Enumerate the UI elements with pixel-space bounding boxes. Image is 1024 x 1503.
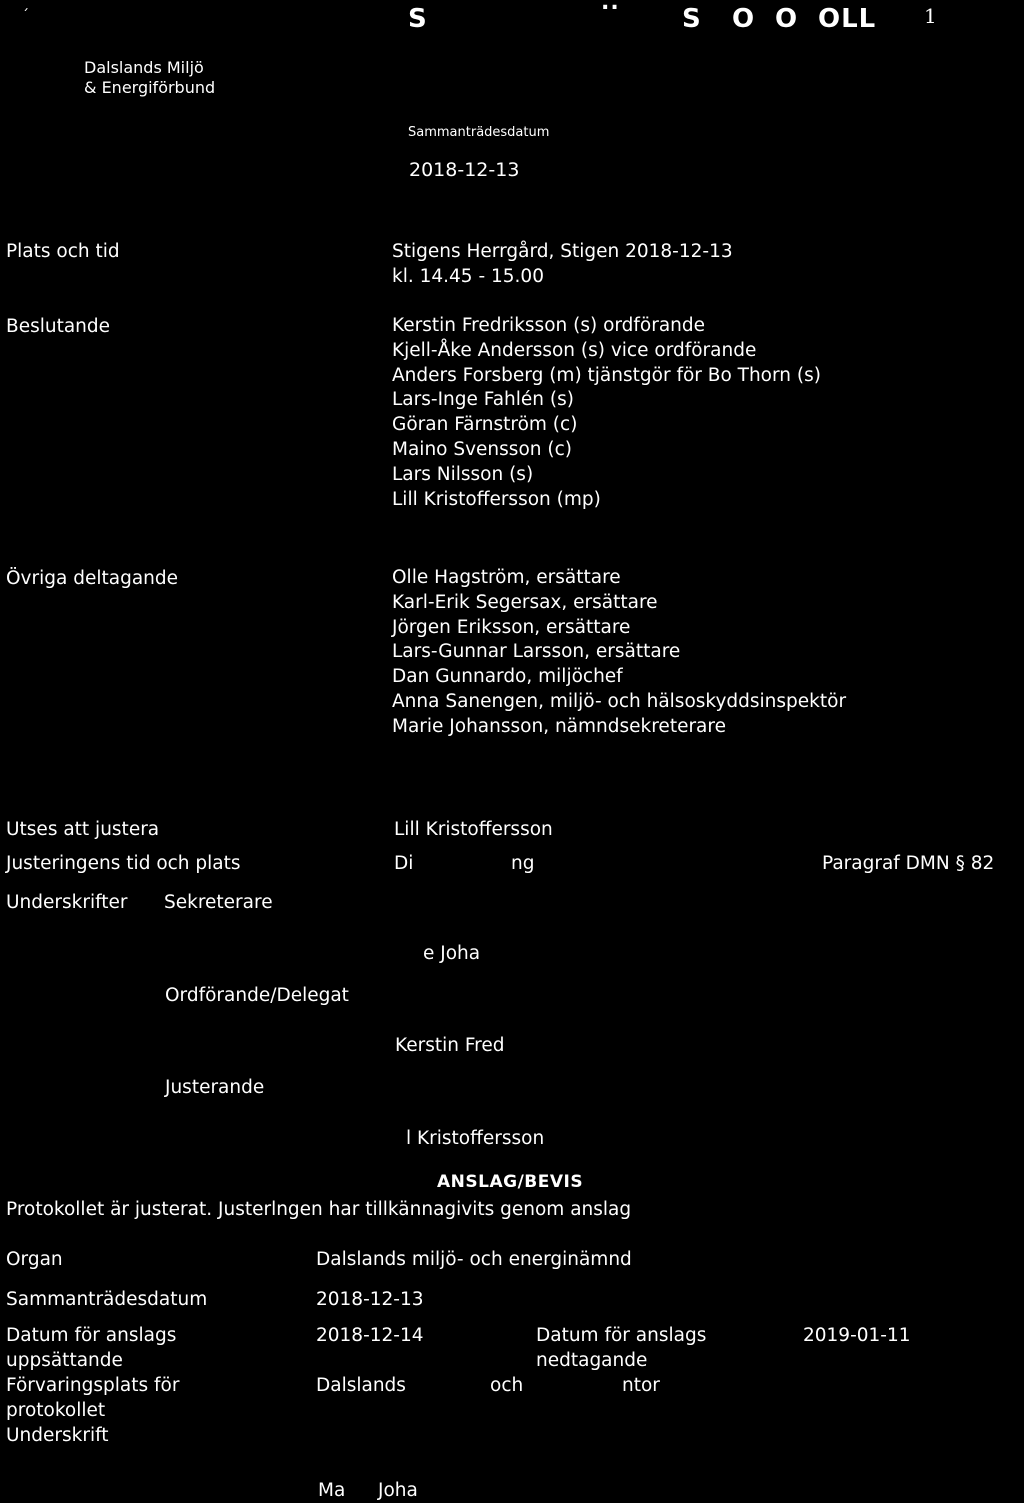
list-item: Lill Kristoffersson (mp)	[392, 488, 601, 510]
posted-date-value: 2018-12-14	[316, 1325, 424, 1346]
protocol-heading-o1: O	[732, 4, 756, 34]
signature-label: Underskrift	[6, 1425, 109, 1446]
place-value-line2: kl. 14.45 - 15.00	[392, 266, 544, 287]
adjuster-name: l Kristoffersson	[406, 1128, 545, 1149]
chair-name: Kerstin Fred	[395, 1035, 505, 1056]
list-item: Anna Sanengen, miljö- och hälsoskyddsinspektör	[392, 690, 847, 712]
protocol-heading-s1: S	[408, 4, 428, 34]
removed-date-value: 2019-01-11	[803, 1325, 911, 1346]
storage-label-line1: Förvaringsplats för	[6, 1375, 180, 1396]
appointed-adjuster-label: Utses att justera	[6, 819, 160, 840]
posted-date-label-line2: uppsättande	[6, 1350, 123, 1371]
meeting-date-value: 2018-12-13	[409, 159, 520, 181]
notice-title: ANSLAG/BEVIS	[437, 1172, 584, 1192]
storage-value-c: ntor	[622, 1375, 660, 1396]
protocol-heading-oll: OLL	[818, 4, 877, 34]
organization-name-line1: Dalslands Miljö	[84, 58, 204, 77]
notice-date-value: 2018-12-13	[316, 1289, 424, 1310]
storage-label-line2: protokollet	[6, 1400, 106, 1421]
adjustment-time-place-label: Justeringens tid och plats	[6, 853, 241, 874]
removed-date-label-line1: Datum för anslags	[536, 1325, 707, 1346]
page-number: 1	[924, 4, 937, 28]
adjuster-label: Justerande	[165, 1077, 265, 1098]
paragraph-reference: Paragraf DMN § 82	[822, 853, 995, 874]
signatures-label: Underskrifter	[6, 892, 128, 913]
place-time-label: Plats och tid	[6, 241, 120, 262]
list-item: Kjell-Åke Andersson (s) vice ordförande	[392, 339, 757, 361]
list-item: Olle Hagström, ersättare	[392, 567, 621, 588]
storage-value-b: och	[490, 1375, 524, 1396]
chair-label: Ordförande/Delegat	[165, 985, 349, 1006]
list-item: Lars-Gunnar Larsson, ersättare	[392, 641, 681, 663]
secretary-name: e Joha	[423, 943, 481, 964]
deciding-members-label: Beslutande	[6, 316, 111, 337]
appointed-adjuster-value: Lill Kristoffersson	[394, 819, 553, 840]
adjustment-time-place-value-a: Di	[394, 853, 414, 874]
meeting-date-label: Sammanträdesdatum	[408, 125, 550, 140]
deciding-members-list	[392, 314, 821, 512]
signature-name-a: Ma	[318, 1480, 346, 1501]
organ-label: Organ	[6, 1249, 63, 1270]
protocol-heading-dots: ..	[601, 0, 620, 15]
adjustment-time-place-value-b: ng	[511, 853, 535, 874]
notice-statement: Protokollet är justerat. Justerlngen har tillkännagivits genom anslag	[6, 1199, 632, 1220]
storage-value-a: Dalslands	[316, 1375, 406, 1396]
removed-date-label-line2: nedtagande	[536, 1350, 648, 1371]
other-participants-list	[392, 566, 846, 740]
protocol-heading-o2: O	[775, 4, 799, 34]
list-item: Maino Svensson (c)	[392, 438, 572, 460]
place-value-line1: Stigens Herrgård, Stigen 2018-12-13	[392, 241, 733, 262]
notice-date-label: Sammanträdesdatum	[6, 1289, 208, 1310]
posted-date-label-line1: Datum för anslags	[6, 1325, 177, 1346]
scan-mark: ´	[22, 8, 29, 24]
list-item: Anders Forsberg (m) tjänstgör för Bo Thorn (s)	[392, 364, 821, 386]
list-item: Marie Johansson, nämndsekreterare	[392, 715, 726, 737]
secretary-label: Sekreterare	[164, 892, 273, 913]
other-participants-label: Övriga deltagande	[6, 568, 179, 589]
protocol-heading-s2: S	[682, 4, 702, 34]
list-item: Göran Färnström (c)	[392, 414, 578, 436]
list-item: Karl-Erik Segersax, ersättare	[392, 591, 658, 613]
organ-value: Dalslands miljö- och energinämnd	[316, 1249, 632, 1270]
list-item: Dan Gunnardo, miljöchef	[392, 666, 623, 688]
list-item: Jörgen Eriksson, ersättare	[392, 616, 631, 638]
list-item: Kerstin Fredriksson (s) ordförande	[392, 315, 706, 336]
signature-name-b: Joha	[378, 1480, 418, 1501]
list-item: Lars Nilsson (s)	[392, 463, 534, 485]
list-item: Lars-Inge Fahlén (s)	[392, 389, 574, 411]
organization-name-line2: & Energiförbund	[84, 78, 216, 97]
